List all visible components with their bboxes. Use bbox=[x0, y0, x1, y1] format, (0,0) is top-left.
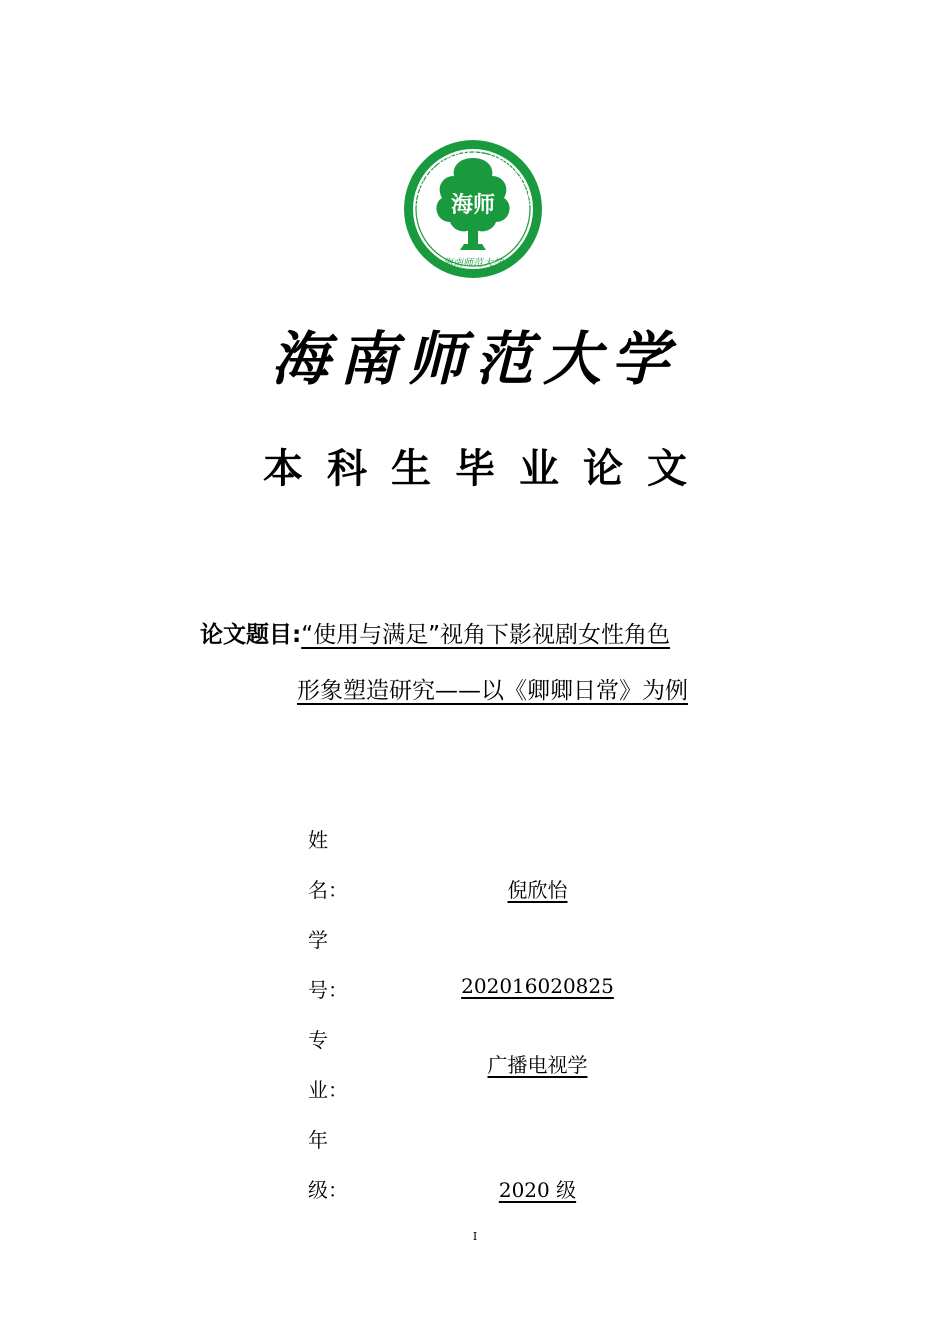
thesis-title-colon: : bbox=[292, 622, 302, 648]
grade-value: 2020 级 bbox=[498, 1178, 577, 1202]
thesis-title-line-1: “使用与满足”视角下影视剧女性角色 bbox=[301, 622, 671, 648]
document-type-heading: 本科生毕业论文 bbox=[263, 446, 711, 492]
major-label-char-1: 专 bbox=[308, 1028, 328, 1052]
seal-ring-text: HAINAN NORMAL UNIVERSITY bbox=[413, 149, 533, 208]
page-number: I bbox=[472, 1230, 478, 1243]
university-seal-logo bbox=[402, 138, 544, 280]
student-id-label-char-1: 学 bbox=[308, 928, 328, 952]
seal-center-text: 海师 bbox=[450, 192, 496, 218]
university-name-calligraphy: 海南师范大学 bbox=[270, 325, 679, 393]
major-label-char-2: 业： bbox=[308, 1078, 348, 1102]
thesis-title-line-2: 形象塑造研究——以《卿卿日常》为例 bbox=[297, 678, 688, 704]
name-value: 倪欣怡 bbox=[507, 878, 568, 902]
grade-label-char-1: 年 bbox=[308, 1128, 328, 1152]
name-label-char-1: 姓 bbox=[308, 828, 328, 852]
grade-label-char-2: 级： bbox=[308, 1178, 348, 1202]
name-label-char-2: 名： bbox=[308, 878, 348, 902]
thesis-title-label: 论文题目 bbox=[200, 622, 292, 648]
major-value: 广播电视学 bbox=[487, 1053, 588, 1077]
thesis-title-line-1-row bbox=[200, 616, 800, 649]
seal-bottom-text: 海南师范大学 bbox=[443, 258, 503, 269]
thesis-title-block bbox=[200, 616, 800, 704]
student-id-label-char-2: 号： bbox=[308, 978, 348, 1002]
student-id-value: 202016020825 bbox=[461, 974, 614, 998]
